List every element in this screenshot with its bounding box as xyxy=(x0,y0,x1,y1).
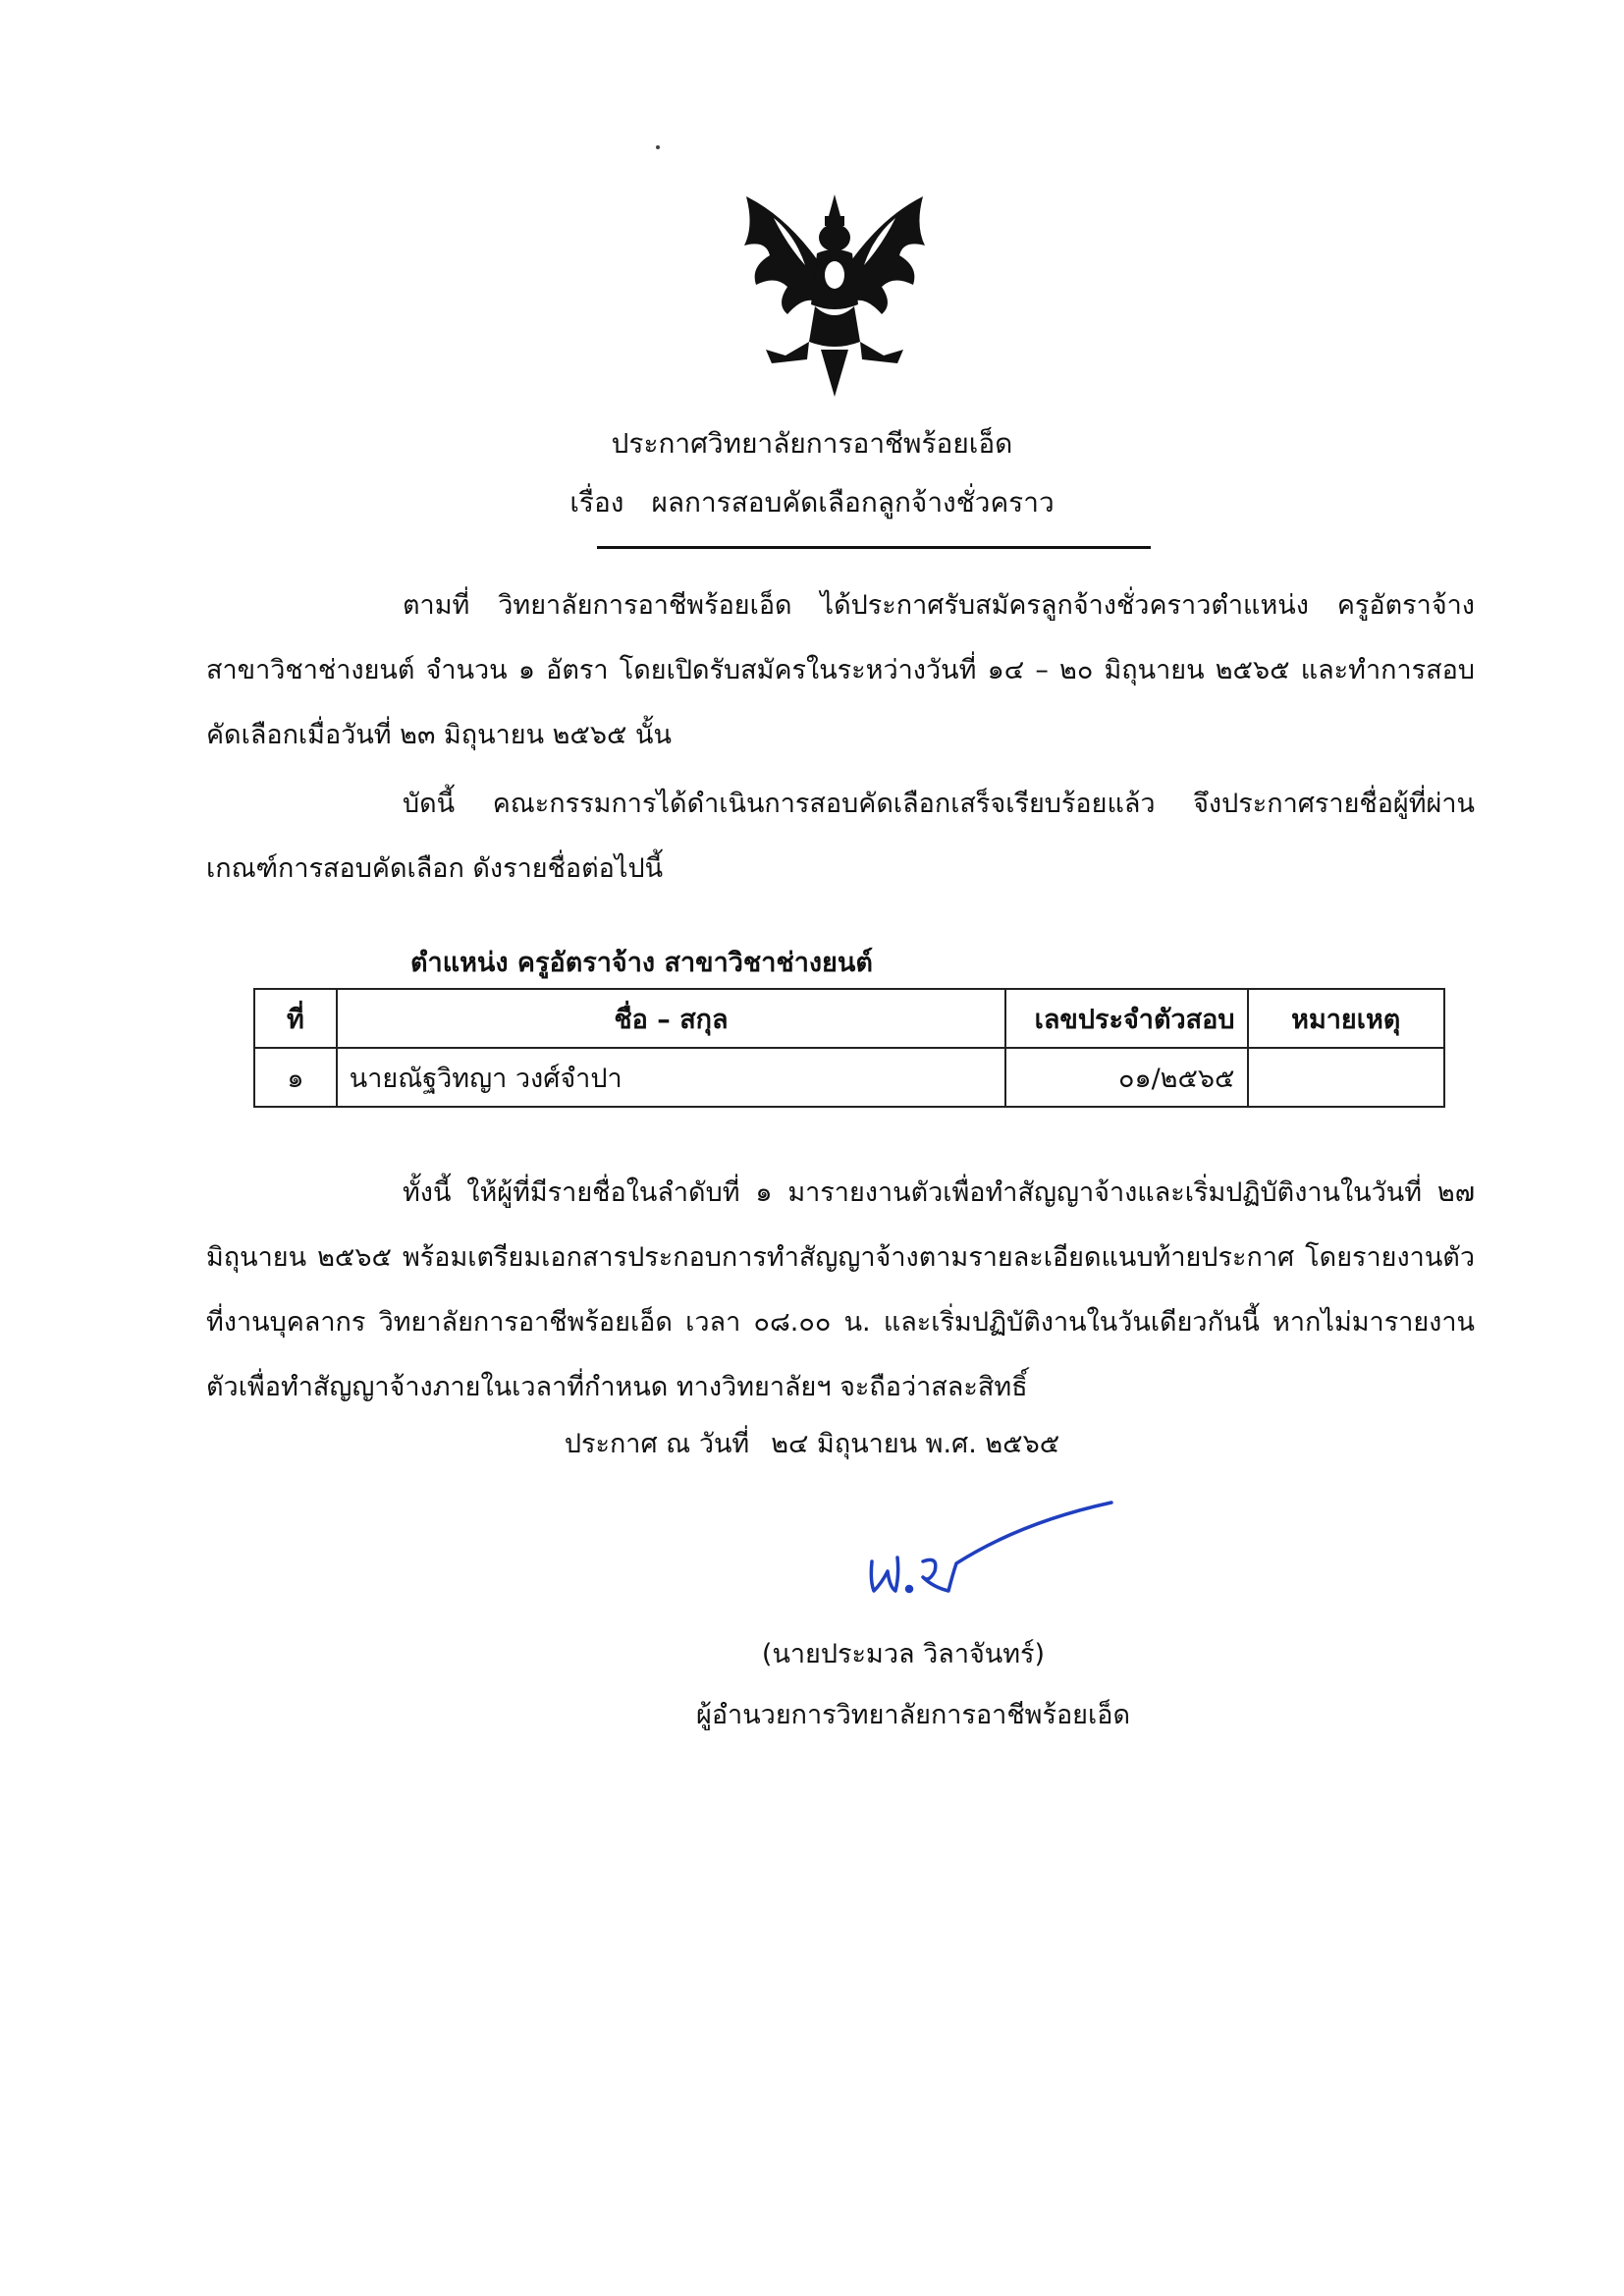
paragraph-instructions-text: ทั้งนี้ ให้ผู้ที่มีรายชื่อในลำดับที่ ๑ มารายงานตัวเพื่อทำสัญญาจ้างและเริ่มปฏิบัติงานในวันที่ ๒๗ มิถุนายน ๒๕๖๕ พร้อมเตรียมเอกสารประกอบการทำสัญญาจ้างตามรายละเอียดแนบท้ายประกาศ โดยรายงานตัวที่งานบุคลากร วิทยาลัยการอาชีพร้อยเอ็ด เวลา ๐๘.๐๐ น. และเริ่มปฏิบัติงานในวันเดียวกันนี้ หากไม่มารายงานตัวเพื่อทำสัญญาจ้างภายในเวลาที่กำหนด ทางวิทยาลัยฯ จะถือว่าสละสิทธิ์ xyxy=(206,1177,1475,1402)
paragraph-announcement-text: บัดนี้ คณะกรรมการได้ดำเนินการสอบคัดเลือกเสร็จเรียบร้อยแล้ว จึงประกาศรายชื่อผู้ที่ผ่านเกณฑ์การสอบคัดเลือก ดังรายชื่อต่อไปนี้ xyxy=(206,789,1475,884)
handwritten-signature xyxy=(854,1493,1129,1611)
title-divider xyxy=(597,546,1151,549)
header-exam-id: เลขประจำตัวสอบ xyxy=(1005,989,1247,1048)
announcement-prefix: ประกาศ ณ วันที่ xyxy=(564,1429,750,1459)
garuda-emblem-icon xyxy=(727,177,943,403)
announcement-date-value: ๒๔ มิถุนายน พ.ศ. ๒๕๖๕ xyxy=(771,1429,1060,1459)
table-header-row xyxy=(254,989,1444,1048)
header-remark: หมายเหตุ xyxy=(1248,989,1445,1048)
table-row xyxy=(254,1048,1444,1107)
cell-exam-id: ๐๑/๒๕๖๕ xyxy=(1005,1048,1247,1107)
document-title: ประกาศวิทยาลัยการอาชีพร้อยเอ็ด xyxy=(611,427,1013,460)
signatory-name: (นายประมวล วิลาจันทร์) xyxy=(761,1639,1046,1669)
cell-no: ๑ xyxy=(254,1048,337,1107)
signatory-title: ผู้อำนวยการวิทยาลัยการอาชีพร้อยเอ็ด xyxy=(696,1700,1130,1730)
scan-speck xyxy=(656,145,660,149)
cell-remark xyxy=(1248,1048,1445,1107)
paragraph-intro-text: ตามที่ วิทยาลัยการอาชีพร้อยเอ็ด ได้ประกาศรับสมัครลูกจ้างชั่วคราวตำแหน่ง ครูอัตราจ้าง สาขาวิชาช่างยนต์ จำนวน ๑ อัตรา โดยเปิดรับสมัครในระหว่างวันที่ ๑๔ – ๒๐ มิถุนายน ๒๕๖๕ และทำการสอบคัดเลือกเมื่อวันที่ ๒๓ มิถุนายน ๒๕๖๕ นั้น xyxy=(206,590,1475,750)
cell-name: นายณัฐวิทญา วงศ์จำปา xyxy=(337,1048,1005,1107)
header-no: ที่ xyxy=(254,989,337,1048)
paragraph-intro xyxy=(206,574,1475,768)
position-heading: ตำแหน่ง ครูอัตราจ้าง สาขาวิชาช่างยนต์ xyxy=(410,948,873,978)
header-name: ชื่อ – สกุล xyxy=(337,989,1005,1048)
document-subject xyxy=(0,481,1624,524)
paragraph-announcement xyxy=(206,772,1475,902)
paragraph-instructions xyxy=(206,1161,1475,1420)
announcement-date xyxy=(0,1422,1624,1464)
subject-text: ผลการสอบคัดเลือกลูกจ้างชั่วคราว xyxy=(651,486,1055,519)
subject-label: เรื่อง xyxy=(569,486,624,519)
results-table xyxy=(253,988,1445,1108)
